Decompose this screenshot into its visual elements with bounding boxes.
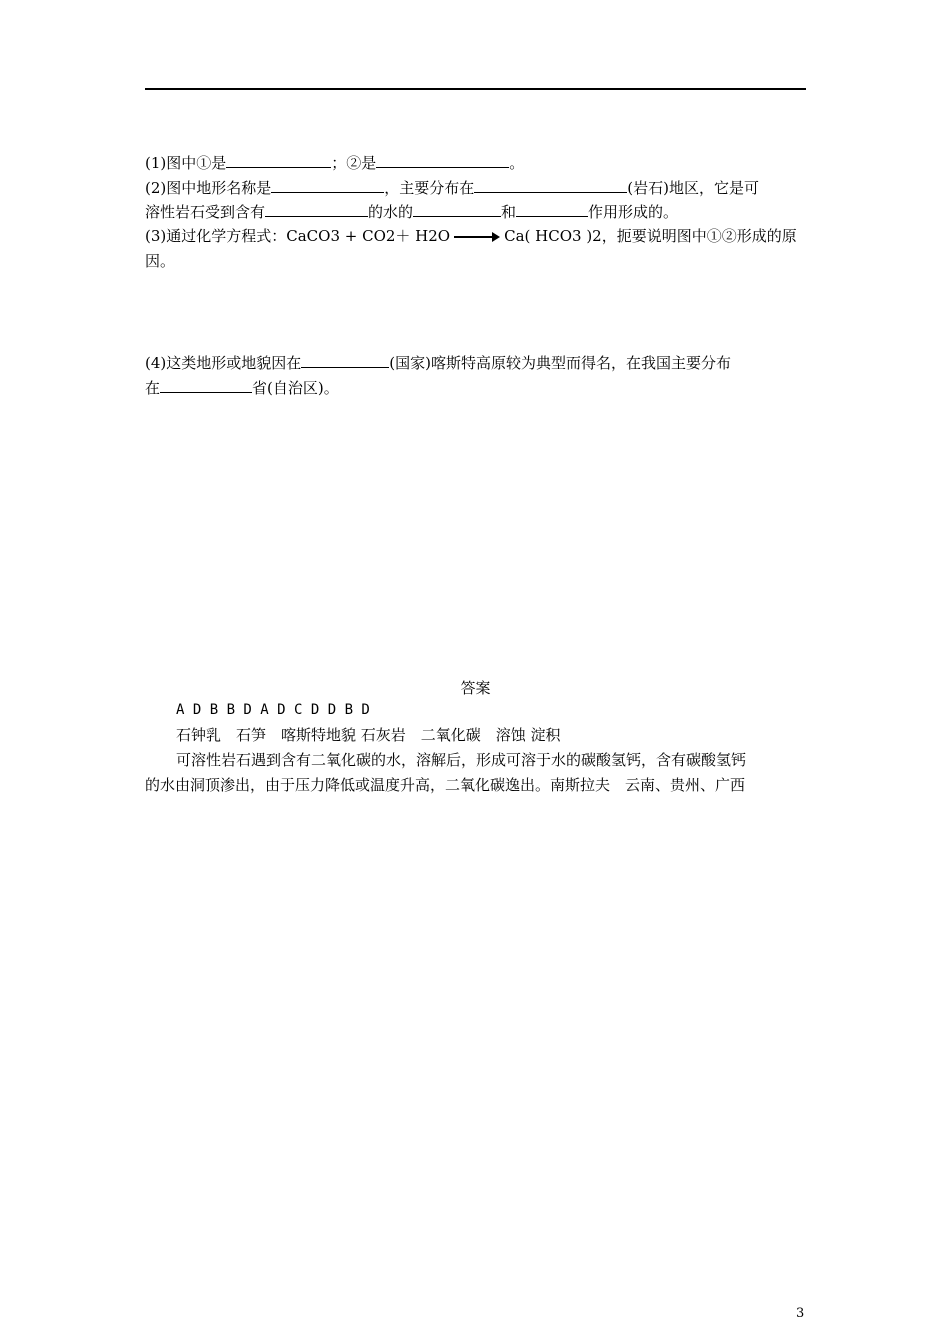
q1-text-a: (1)图中①是	[145, 154, 227, 172]
q1-blank-2[interactable]	[376, 152, 509, 168]
q2-blank-5[interactable]	[516, 201, 588, 217]
page-number: 3	[796, 1306, 805, 1321]
q4-blank-1[interactable]	[301, 352, 389, 368]
answers-line-4: 的水由洞顶渗出，由于压力降低或温度升高，二氧化碳逸出。南斯拉夫 云南、贵州、广西	[145, 776, 746, 794]
question-4-line-2	[145, 377, 339, 398]
question-2-line-2	[145, 201, 678, 222]
q2-text-e: 的水的	[368, 203, 414, 221]
q4-text-d: 省(自治区)。	[252, 379, 339, 397]
q2-blank-3[interactable]	[265, 201, 368, 217]
question-2-line-1	[145, 177, 759, 198]
question-3-line-2	[145, 251, 175, 271]
q3-text-c: 因。	[145, 252, 176, 270]
q1-text-c: 。	[509, 154, 525, 172]
q4-text-b: (国家)喀斯特高原较为典型而得名，在我国主要分布	[389, 354, 731, 372]
q2-text-b: ，主要分布在	[384, 179, 475, 197]
question-3-line-1	[145, 226, 797, 246]
q4-text-a: (4)这类地形或地貌因在	[145, 354, 302, 372]
q2-blank-1[interactable]	[271, 177, 384, 193]
question-4-line-1	[145, 352, 731, 373]
q2-text-a: (2)图中地形名称是	[145, 179, 272, 197]
q2-blank-2[interactable]	[474, 177, 627, 193]
header-rule	[145, 88, 806, 90]
question-1	[145, 152, 524, 173]
q4-text-c: 在	[145, 379, 161, 397]
q2-text-f: 和	[501, 203, 517, 221]
reaction-arrow-icon	[454, 232, 500, 242]
q2-text-g: 作用形成的。	[588, 203, 679, 221]
answers-line-3: 可溶性岩石遇到含有二氧化碳的水，溶解后，形成可溶于水的碳酸氢钙，含有碳酸氢钙	[176, 751, 747, 769]
q2-blank-4[interactable]	[413, 201, 501, 217]
q1-text-b: ；②是	[331, 154, 377, 172]
q2-text-d: 溶性岩石受到含有	[145, 203, 266, 221]
q1-blank-1[interactable]	[226, 152, 331, 168]
q3-text-b: Ca( HCO3 )2，扼要说明图中①②形成的原	[504, 227, 797, 245]
q4-blank-2[interactable]	[160, 377, 252, 393]
q2-text-c: (岩石)地区，它是可	[627, 179, 759, 197]
q3-text-a: (3)通过化学方程式：CaCO3 + CO2＋ H2O	[145, 227, 451, 245]
answers-line-2: 石钟乳 石笋 喀斯特地貌 石灰岩 二氧化碳 溶蚀 淀积	[176, 726, 561, 744]
answers-choices: A D B B D A D C D D B D	[176, 702, 370, 718]
answers-heading: 答案	[460, 679, 491, 697]
